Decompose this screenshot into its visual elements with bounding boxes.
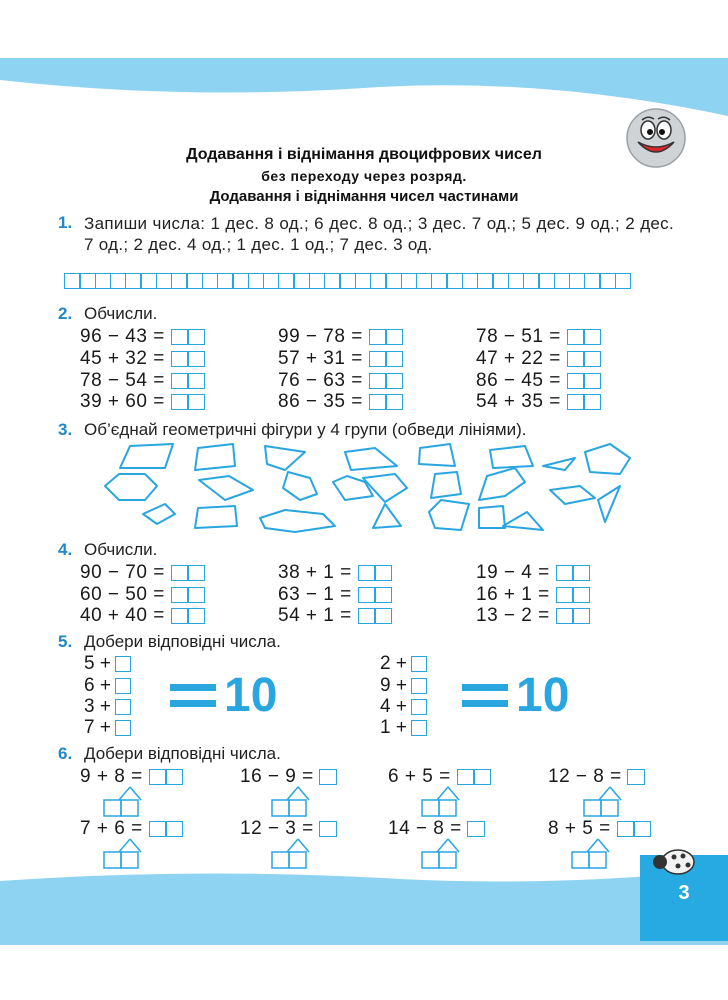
task-instruction: Обчисли. (84, 304, 158, 323)
exercise-text: 57 + 31 = (278, 348, 363, 369)
math-exercise (476, 391, 601, 413)
addend-text: 3 + (84, 696, 111, 717)
answer-box[interactable] (411, 678, 427, 694)
math-exercise (80, 391, 205, 413)
shape (199, 476, 253, 500)
shape (419, 444, 455, 466)
answer-box[interactable] (411, 699, 427, 715)
answer-cell[interactable] (401, 273, 418, 289)
answer-cell[interactable] (446, 273, 463, 289)
shape (373, 504, 401, 528)
shape (543, 458, 575, 470)
target-sum: 10 (516, 669, 570, 722)
shape (429, 500, 469, 530)
task-number: 5. (58, 632, 73, 651)
task-number: 2. (58, 304, 73, 323)
math-exercise (388, 766, 491, 788)
shape (283, 472, 317, 500)
exercise-text: 86 − 45 = (476, 370, 561, 391)
answer-cell[interactable] (186, 273, 203, 289)
math-exercise (278, 605, 392, 627)
number-split-tree[interactable] (568, 838, 628, 870)
number-split-tree[interactable] (268, 838, 328, 870)
answer-cell[interactable] (385, 273, 402, 289)
math-exercise (476, 584, 590, 606)
exercise-text: 96 − 43 = (80, 326, 165, 347)
shape (195, 444, 235, 470)
shape (598, 486, 620, 522)
addend-text: 1 + (380, 717, 407, 738)
shape (550, 486, 595, 504)
addend-text: 2 + (380, 653, 407, 674)
addend-text: 7 + (84, 717, 111, 738)
math-exercise (278, 391, 403, 413)
answer-cell[interactable] (355, 273, 372, 289)
answer-cell[interactable] (431, 273, 448, 289)
exercise-text: 76 − 63 = (278, 370, 363, 391)
task-instruction: Обчисли. (84, 540, 158, 559)
answer-cell[interactable] (125, 273, 142, 289)
answer-box[interactable] (115, 656, 131, 672)
shape (260, 510, 335, 532)
answer-cell[interactable] (232, 273, 249, 289)
math-exercise (548, 766, 645, 788)
math-exercise (80, 348, 205, 370)
answer-box[interactable] (567, 394, 602, 410)
math-exercise (80, 326, 205, 348)
math-exercise (240, 766, 337, 788)
exercise-text: 39 + 60 = (80, 391, 165, 412)
answer-cell[interactable] (263, 273, 280, 289)
answer-cell[interactable] (171, 273, 188, 289)
task-number: 1. (58, 213, 73, 232)
answer-cell[interactable] (156, 273, 173, 289)
answer-box[interactable] (556, 587, 591, 603)
addend-text: 4 + (380, 696, 407, 717)
math-exercise (548, 818, 651, 840)
math-exercise (80, 370, 205, 392)
answer-cell[interactable] (278, 273, 295, 289)
answer-cell[interactable] (462, 273, 479, 289)
answer-cell[interactable] (615, 273, 632, 289)
answer-cell-strip[interactable] (64, 273, 630, 289)
shape (479, 506, 505, 528)
exercise-text: 45 + 32 = (80, 348, 165, 369)
number-split-tree[interactable] (100, 786, 160, 818)
addend-row (380, 675, 427, 697)
exercise-text: 8 + 5 = (548, 818, 611, 839)
math-exercise (80, 562, 205, 584)
math-exercise (476, 348, 601, 370)
shape (143, 504, 175, 524)
answer-box[interactable] (171, 329, 206, 345)
exercise-text: 6 + 5 = (388, 766, 451, 787)
answer-box[interactable] (358, 565, 393, 581)
addend-text: 5 + (84, 653, 111, 674)
answer-cell[interactable] (79, 273, 96, 289)
header-band (0, 58, 728, 128)
answer-box[interactable] (149, 821, 184, 837)
answer-box[interactable] (171, 565, 206, 581)
answer-box[interactable] (171, 351, 206, 367)
exercise-text: 60 − 50 = (80, 584, 165, 605)
exercise-text: 13 − 2 = (476, 605, 550, 626)
exercise-text: 54 + 35 = (476, 391, 561, 412)
math-exercise (278, 348, 403, 370)
exercise-text: 16 − 9 = (240, 766, 314, 787)
answer-cell[interactable] (64, 273, 81, 289)
math-exercise (476, 605, 590, 627)
answer-box[interactable] (411, 656, 427, 672)
answer-box[interactable] (115, 720, 131, 736)
math-exercise (80, 584, 205, 606)
answer-box[interactable] (567, 373, 602, 389)
shape (265, 446, 305, 470)
exercise-text: 54 + 1 = (278, 605, 352, 626)
answer-cell[interactable] (370, 273, 387, 289)
exercise-text: 78 − 51 = (476, 326, 561, 347)
geometric-shapes-figure[interactable] (95, 438, 635, 538)
answer-cell[interactable] (416, 273, 433, 289)
task-number: 6. (58, 744, 73, 763)
shape (479, 468, 525, 500)
shape (345, 448, 397, 470)
answer-box[interactable] (319, 769, 337, 785)
shape (333, 476, 373, 500)
number-split-tree[interactable] (418, 838, 478, 870)
answer-cell[interactable] (554, 273, 571, 289)
answer-box[interactable] (358, 587, 393, 603)
addend-row (380, 717, 427, 739)
answer-cell[interactable] (293, 273, 310, 289)
page-number: 3 (678, 882, 690, 904)
answer-cell[interactable] (508, 273, 525, 289)
exercise-text: 47 + 22 = (476, 348, 561, 369)
title-line-3: Додавання і віднімання чисел частинами (209, 188, 519, 205)
answer-cell[interactable] (309, 273, 326, 289)
answer-box[interactable] (319, 821, 337, 837)
addend-row (380, 696, 427, 718)
shape (120, 444, 173, 468)
exercise-text: 90 − 70 = (80, 562, 165, 583)
shape (105, 474, 157, 500)
math-exercise (476, 562, 590, 584)
answer-box[interactable] (171, 608, 206, 624)
exercise-text: 16 + 1 = (476, 584, 550, 605)
answer-cell[interactable] (202, 273, 219, 289)
addend-text: 9 + (380, 675, 407, 696)
math-exercise (278, 370, 403, 392)
answer-box[interactable] (369, 394, 404, 410)
task-instruction: Об’єднай геометричні фігури у 4 групи (обведи лініями). (84, 420, 527, 439)
answer-cell[interactable] (477, 273, 494, 289)
exercise-text: 19 − 4 = (476, 562, 550, 583)
title-line-2: без переходу через розряд. (261, 168, 467, 184)
shape (490, 446, 533, 468)
answer-box[interactable] (369, 373, 404, 389)
task-number: 3. (58, 420, 73, 439)
answer-box[interactable] (369, 329, 404, 345)
answer-cell[interactable] (569, 273, 586, 289)
exercise-text: 40 + 40 = (80, 605, 165, 626)
answer-cell[interactable] (599, 273, 616, 289)
task-instruction: Добери відповідні числа. (84, 632, 281, 651)
big-equals-sign (462, 684, 510, 710)
answer-cell[interactable] (95, 273, 112, 289)
answer-cell[interactable] (217, 273, 234, 289)
math-exercise (240, 818, 337, 840)
answer-cell[interactable] (492, 273, 509, 289)
addend-row (380, 653, 427, 675)
math-exercise (388, 818, 485, 840)
answer-box[interactable] (627, 769, 645, 785)
shape (503, 512, 543, 530)
answer-cell[interactable] (140, 273, 157, 289)
answer-box[interactable] (567, 351, 602, 367)
answer-box[interactable] (457, 769, 492, 785)
answer-box[interactable] (467, 821, 485, 837)
answer-box[interactable] (556, 608, 591, 624)
addend-row (84, 653, 131, 675)
answer-box[interactable] (556, 565, 591, 581)
answer-box[interactable] (617, 821, 652, 837)
exercise-text: 99 − 78 = (278, 326, 363, 347)
math-exercise (278, 584, 392, 606)
answer-box[interactable] (411, 720, 427, 736)
answer-cell[interactable] (110, 273, 127, 289)
task-instruction: Добери відповідні числа. (84, 744, 281, 763)
title-line-1: Додавання і віднімання двоцифрових чисел (186, 146, 542, 163)
math-exercise (80, 766, 183, 788)
addend-row (84, 675, 131, 697)
shape (431, 472, 461, 498)
exercise-text: 63 − 1 = (278, 584, 352, 605)
shape (363, 474, 407, 502)
answer-cell[interactable] (523, 273, 540, 289)
math-exercise (278, 326, 403, 348)
math-exercise (476, 326, 601, 348)
number-split-tree[interactable] (418, 786, 478, 818)
addend-row (84, 717, 131, 739)
addend-row (84, 696, 131, 718)
exercise-text: 7 + 6 = (80, 818, 143, 839)
exercise-text: 12 − 3 = (240, 818, 314, 839)
shape (195, 506, 237, 528)
exercise-text: 86 − 35 = (278, 391, 363, 412)
math-exercise (278, 562, 392, 584)
answer-box[interactable] (171, 394, 206, 410)
math-exercise (80, 605, 205, 627)
big-equals-sign (170, 684, 218, 710)
answer-cell[interactable] (538, 273, 555, 289)
answer-box[interactable] (115, 699, 131, 715)
answer-box[interactable] (115, 678, 131, 694)
answer-cell[interactable] (324, 273, 341, 289)
target-sum: 10 (224, 669, 278, 722)
answer-cell[interactable] (248, 273, 265, 289)
exercise-text: 12 − 8 = (548, 766, 622, 787)
task-number: 4. (58, 540, 73, 559)
answer-box[interactable] (567, 329, 602, 345)
number-split-tree[interactable] (268, 786, 328, 818)
number-split-tree[interactable] (580, 786, 640, 818)
exercise-text: 14 − 8 = (388, 818, 462, 839)
answer-cell[interactable] (339, 273, 356, 289)
exercise-text: 78 − 54 = (80, 370, 165, 391)
answer-box[interactable] (369, 351, 404, 367)
answer-cell[interactable] (584, 273, 601, 289)
task-text: Запиши числа: 1 дес. 8 од.; 6 дес. 8 од.; 3 дес. 7 од.; 5 дес. 9 од.; 2 дес. 7 од.; 2 дес. 4 од.; 1 дес. 1 од.; 7 дес. 3 од. (84, 214, 674, 254)
exercise-text: 38 + 1 = (278, 562, 352, 583)
math-exercise (80, 818, 183, 840)
shape (585, 444, 630, 474)
exercise-text: 9 + 8 = (80, 766, 143, 787)
addend-text: 6 + (84, 675, 111, 696)
answer-box[interactable] (171, 587, 206, 603)
number-split-tree[interactable] (100, 838, 160, 870)
answer-box[interactable] (358, 608, 393, 624)
answer-box[interactable] (171, 373, 206, 389)
math-exercise (476, 370, 601, 392)
ladybug-icon (650, 846, 698, 876)
answer-box[interactable] (149, 769, 184, 785)
